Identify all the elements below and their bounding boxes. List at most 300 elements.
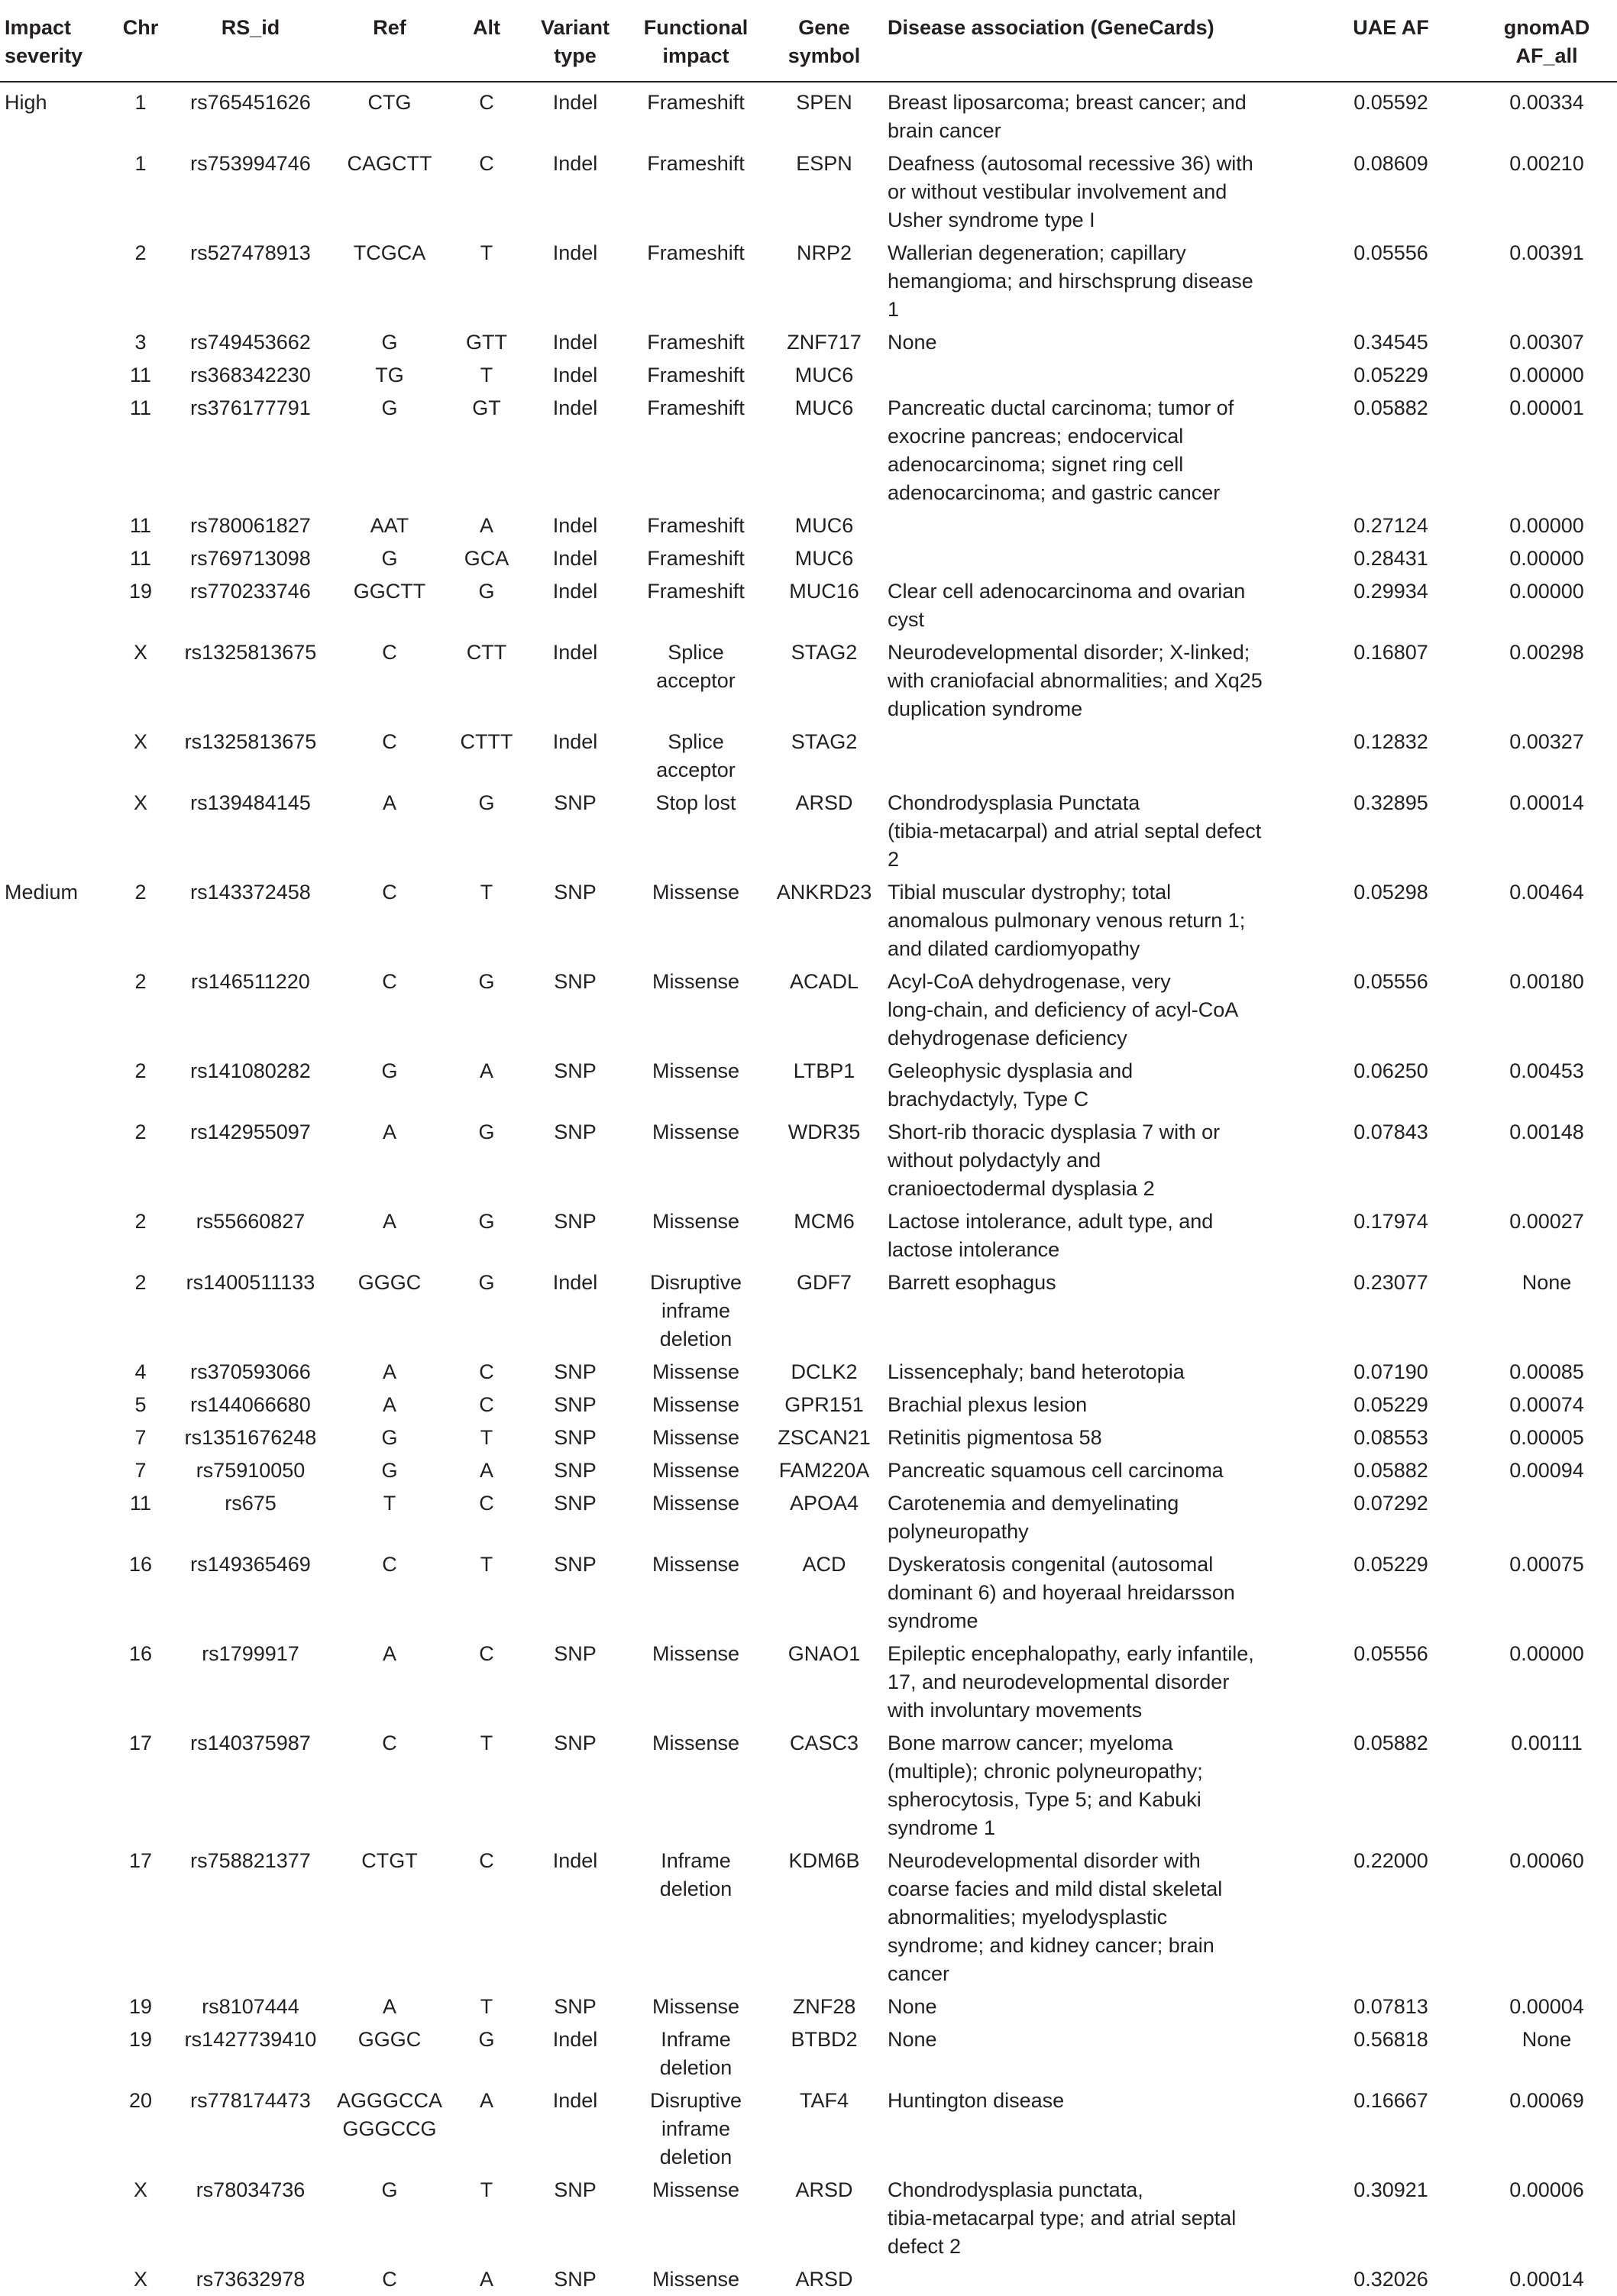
cell-ref: A: [382, 1642, 396, 1665]
cell-chr: X: [133, 791, 147, 814]
cell-disease-association: [881, 726, 1305, 787]
cell-alt: T: [480, 241, 493, 264]
cell-ref: C: [382, 730, 397, 753]
cell-variant-type: Indel: [552, 91, 598, 114]
cell-rs-id: rs1325813675: [184, 730, 317, 753]
cell-disease-association: Breast liposarcoma; breast cancer; and brain cancer: [888, 91, 1247, 142]
cell-disease-association: [881, 542, 1305, 575]
cell-disease-association: Wallerian degeneration; capillary hemangioma; and hirschsprung disease 1: [888, 241, 1253, 321]
cell-variant-type: Indel: [552, 241, 598, 264]
cell-rs-id: rs1325813675: [184, 641, 317, 664]
cell-alt: T: [480, 1553, 493, 1576]
cell-alt: A: [479, 2268, 493, 2291]
table-row: [0, 1116, 1617, 1205]
cell-uae-af: 0.06250: [1353, 1059, 1428, 1082]
cell-alt: A: [479, 514, 493, 537]
cell-impact-severity: [0, 147, 112, 237]
cell-impact-severity: [0, 1205, 112, 1266]
cell-functional-impact: Missense: [652, 1121, 740, 1143]
cell-rs-id: rs1400511133: [186, 1271, 315, 1294]
cell-impact-severity: [0, 359, 112, 392]
table-row: [0, 726, 1617, 787]
cell-impact-severity: [0, 2023, 112, 2084]
cell-disease-association: Dyskeratosis congenital (autosomal dominant 6) and hoyeraal hreidarsson syndrome: [888, 1553, 1235, 1632]
cell-impact-severity: [0, 1454, 112, 1487]
cell-disease-association: [881, 359, 1305, 392]
cell-functional-impact: Disruptive inframe deletion: [649, 2089, 742, 2168]
cell-impact-severity: [0, 237, 112, 326]
cell-rs-id: rs749453662: [190, 331, 311, 354]
cell-ref: G: [381, 396, 398, 419]
cell-disease-association: Chondrodysplasia punctata, tibia-metacarpal type; and atrial septal defect 2: [888, 2178, 1237, 2258]
cell-chr: 4: [134, 1360, 147, 1383]
cell-functional-impact: Missense: [652, 2268, 740, 2291]
cell-gene-symbol: TAF4: [799, 2089, 849, 2112]
cell-ref: C: [382, 641, 397, 664]
cell-chr: 1: [134, 91, 147, 114]
cell-variant-type: Indel: [552, 514, 598, 537]
cell-impact-severity: [0, 1727, 112, 1845]
cell-chr: 11: [129, 396, 152, 419]
table-row: [0, 1266, 1617, 1356]
cell-chr: 19: [128, 1995, 153, 2018]
cell-chr: 2: [134, 970, 147, 993]
cell-rs-id: rs753994746: [190, 152, 311, 175]
table-row: [0, 876, 1617, 965]
cell-chr: 17: [128, 1849, 153, 1872]
cell-functional-impact: Missense: [652, 1210, 740, 1233]
cell-rs-id: rs142955097: [190, 1121, 311, 1143]
cell-rs-id: rs527478913: [190, 241, 311, 264]
cell-disease-association: Epileptic encephalopathy, early infantile, 17, and neurodevelopmental disorder with involuntary movements: [888, 1642, 1254, 1722]
cell-impact-severity: [0, 1990, 112, 2023]
cell-impact-severity: [0, 575, 112, 636]
cell-uae-af: 0.05556: [1353, 970, 1428, 993]
cell-gene-symbol: GNAO1: [787, 1642, 861, 1665]
cell-variant-type: Indel: [552, 364, 598, 386]
cell-gnomad-af: 0.00069: [1509, 2089, 1584, 2112]
cell-disease-association: Short-rib thoracic dysplasia 7 with or without polydactyly and cranioectodermal dysplasia 2: [888, 1121, 1221, 1200]
cell-disease-association: Bone marrow cancer; myeloma (multiple); chronic polyneuropathy; spherocytosis, Type 5; and Kabuki syndrome 1: [888, 1732, 1203, 1839]
header-impact-severity: Impact severity: [0, 5, 112, 82]
cell-variant-type: Indel: [552, 396, 598, 419]
cell-functional-impact: Missense: [652, 1492, 740, 1515]
cell-alt: GCA: [464, 547, 509, 570]
cell-uae-af: 0.07843: [1353, 1121, 1428, 1143]
cell-variant-type: SNP: [554, 791, 597, 814]
cell-chr: 11: [129, 1492, 152, 1515]
cell-impact-severity: [0, 542, 112, 575]
cell-rs-id: rs1427739410: [184, 2028, 317, 2051]
cell-impact-severity: [0, 509, 112, 542]
cell-gnomad-af: 0.00307: [1509, 331, 1584, 354]
cell-disease-association: Clear cell adenocarcinoma and ovarian cyst: [888, 580, 1246, 631]
cell-impact-severity: [0, 787, 112, 876]
cell-gnomad-af: 0.00094: [1509, 1459, 1584, 1482]
cell-alt: A: [479, 2089, 493, 2112]
cell-uae-af: 0.05229: [1353, 1553, 1428, 1576]
cell-disease-association: Lissencephaly; band heterotopia: [888, 1360, 1185, 1383]
cell-gene-symbol: ZSCAN21: [778, 1426, 871, 1449]
cell-rs-id: rs770233746: [190, 580, 311, 603]
table-row: [0, 237, 1617, 326]
cell-gnomad-af: 0.00464: [1509, 881, 1584, 904]
cell-gnomad-af: 0.00148: [1509, 1121, 1584, 1143]
cell-alt: C: [479, 1642, 494, 1665]
cell-disease-association: Chondrodysplasia Punctata (tibia-metacarpal) and atrial septal defect 2: [888, 791, 1262, 871]
cell-alt: G: [478, 1121, 495, 1143]
table-row: [0, 392, 1617, 509]
cell-variant-type: Indel: [552, 2028, 598, 2051]
cell-uae-af: 0.12832: [1353, 730, 1428, 753]
cell-gene-symbol: MUC6: [794, 547, 854, 570]
cell-chr: 1: [134, 152, 147, 175]
table-row: [0, 1356, 1617, 1389]
table-row: [0, 359, 1617, 392]
cell-impact-severity: [0, 965, 112, 1055]
table-row: [0, 542, 1617, 575]
cell-uae-af: 0.08553: [1353, 1426, 1428, 1449]
cell-uae-af: 0.32026: [1353, 2268, 1428, 2291]
table-row: [0, 2023, 1617, 2084]
cell-ref: TG: [375, 364, 404, 386]
cell-chr: 7: [134, 1459, 147, 1482]
cell-rs-id: rs141080282: [190, 1059, 311, 1082]
cell-disease-association: Pancreatic ductal carcinoma; tumor of exocrine pancreas; endocervical adenocarcinoma; signet ring cell adenocarcinoma; and gastric cancer: [888, 396, 1234, 504]
cell-gene-symbol: ZNF717: [787, 331, 862, 354]
table-row: [0, 1727, 1617, 1845]
cell-rs-id: rs675: [225, 1492, 277, 1515]
cell-variant-type: Indel: [552, 730, 598, 753]
cell-variant-type: SNP: [554, 1995, 597, 2018]
cell-variant-type: SNP: [554, 1732, 597, 1754]
cell-ref: AGGGCCA GGGCCG: [336, 2089, 443, 2140]
cell-rs-id: rs1351676248: [184, 1426, 317, 1449]
cell-ref: T: [383, 1492, 396, 1515]
cell-gnomad-af: 0.00060: [1509, 1849, 1584, 1872]
cell-chr: 5: [134, 1393, 147, 1416]
cell-gene-symbol: GPR151: [784, 1393, 864, 1416]
header-functional-impact: Functional impact: [625, 5, 767, 82]
cell-alt: C: [479, 152, 494, 175]
cell-alt: G: [478, 580, 495, 603]
cell-variant-type: Indel: [552, 152, 598, 175]
cell-gene-symbol: NRP2: [796, 241, 852, 264]
cell-gnomad-af: 0.00391: [1509, 241, 1584, 264]
cell-ref: A: [382, 1995, 396, 2018]
cell-disease-association: [881, 509, 1305, 542]
table-row: [0, 965, 1617, 1055]
cell-gene-symbol: ARSD: [795, 791, 853, 814]
cell-alt: GT: [472, 396, 501, 419]
cell-chr: X: [133, 641, 147, 664]
cell-gnomad-af: 0.00014: [1509, 2268, 1584, 2291]
header-ref: Ref: [331, 5, 448, 82]
cell-impact-severity: [0, 636, 112, 726]
cell-functional-impact: Missense: [652, 1995, 740, 2018]
cell-gene-symbol: STAG2: [791, 730, 858, 753]
cell-gene-symbol: STAG2: [791, 641, 858, 664]
cell-uae-af: 0.07813: [1353, 1995, 1428, 2018]
cell-functional-impact: Frameshift: [647, 241, 745, 264]
cell-chr: X: [133, 2178, 147, 2201]
table-row: [0, 2084, 1617, 2174]
cell-chr: 20: [128, 2089, 153, 2112]
cell-gnomad-af: 0.00111: [1511, 1732, 1583, 1754]
cell-disease-association: [881, 2263, 1305, 2296]
table-body: [0, 82, 1617, 2296]
table-header: [0, 5, 1617, 82]
table-row: [0, 1055, 1617, 1116]
table-row: [0, 326, 1617, 359]
cell-gene-symbol: ESPN: [796, 152, 852, 175]
cell-chr: 11: [129, 514, 152, 537]
cell-gene-symbol: MUC16: [789, 580, 859, 603]
cell-functional-impact: Inframe deletion: [659, 1849, 733, 1900]
cell-gene-symbol: MUC6: [794, 514, 854, 537]
cell-alt: C: [479, 1492, 494, 1515]
table-row: [0, 575, 1617, 636]
cell-disease-association: Lactose intolerance, adult type, and lactose intolerance: [888, 1210, 1214, 1261]
cell-uae-af: 0.22000: [1353, 1849, 1428, 1872]
cell-gene-symbol: ACD: [802, 1553, 846, 1576]
cell-ref: GGCTT: [353, 580, 426, 603]
cell-impact-severity: [0, 1389, 112, 1421]
cell-functional-impact: Frameshift: [647, 514, 745, 537]
cell-ref: G: [381, 547, 398, 570]
cell-chr: 19: [128, 2028, 153, 2051]
table-row: [0, 2263, 1617, 2296]
header-alt: Alt: [448, 5, 526, 82]
table-row: [0, 1990, 1617, 2023]
cell-impact-severity: [0, 1548, 112, 1638]
cell-functional-impact: Frameshift: [647, 580, 745, 603]
cell-functional-impact: Frameshift: [647, 364, 745, 386]
cell-disease-association: Brachial plexus lesion: [888, 1393, 1088, 1416]
cell-uae-af: 0.27124: [1353, 514, 1428, 537]
cell-functional-impact: Inframe deletion: [659, 2028, 733, 2079]
cell-gnomad-af: 0.00180: [1509, 970, 1584, 993]
cell-ref: CAGCTT: [347, 152, 432, 175]
cell-alt: T: [480, 1995, 493, 2018]
cell-gnomad-af: 0.00000: [1509, 547, 1584, 570]
cell-ref: CTGT: [361, 1849, 418, 1872]
cell-ref: GGGC: [357, 1271, 422, 1294]
cell-functional-impact: Frameshift: [647, 396, 745, 419]
cell-impact-severity: [0, 1356, 112, 1389]
cell-chr: 19: [128, 580, 153, 603]
cell-variant-type: SNP: [554, 1642, 597, 1665]
cell-ref: A: [382, 1360, 396, 1383]
cell-gnomad-af: 0.00453: [1509, 1059, 1584, 1082]
cell-rs-id: rs765451626: [190, 91, 311, 114]
cell-disease-association: Deafness (autosomal recessive 36) with or without vestibular involvement and Usher syndrome type I: [888, 152, 1253, 231]
cell-gene-symbol: SPEN: [796, 91, 852, 114]
cell-uae-af: 0.28431: [1353, 547, 1428, 570]
cell-rs-id: rs75910050: [196, 1459, 306, 1482]
cell-ref: A: [382, 1393, 396, 1416]
cell-impact-severity: Medium: [5, 881, 79, 904]
cell-alt: C: [479, 1393, 494, 1416]
table-row: [0, 1487, 1617, 1548]
cell-disease-association: Acyl-CoA dehydrogenase, very long-chain, and deficiency of acyl-CoA dehydrogenase deficiency: [888, 970, 1239, 1049]
cell-alt: G: [478, 1271, 495, 1294]
cell-disease-association: Barrett esophagus: [888, 1271, 1056, 1294]
cell-gene-symbol: APOA4: [789, 1492, 859, 1515]
cell-uae-af: 0.05592: [1353, 91, 1428, 114]
cell-gene-symbol: FAM220A: [778, 1459, 870, 1482]
cell-gene-symbol: CASC3: [789, 1732, 859, 1754]
cell-rs-id: rs368342230: [190, 364, 311, 386]
cell-ref: A: [382, 1121, 396, 1143]
cell-variant-type: SNP: [554, 881, 597, 904]
cell-alt: C: [479, 1849, 494, 1872]
cell-rs-id: rs140375987: [190, 1732, 311, 1754]
cell-alt: T: [480, 1732, 493, 1754]
cell-rs-id: rs146511220: [191, 970, 310, 993]
cell-functional-impact: Missense: [652, 1642, 740, 1665]
cell-gnomad-af: 0.00085: [1509, 1360, 1584, 1383]
cell-chr: 11: [129, 547, 152, 570]
cell-chr: 7: [134, 1426, 147, 1449]
cell-chr: X: [133, 2268, 147, 2291]
cell-gene-symbol: KDM6B: [788, 1849, 860, 1872]
cell-alt: A: [479, 1059, 493, 1082]
cell-functional-impact: Frameshift: [647, 91, 745, 114]
cell-rs-id: rs1799917: [202, 1642, 299, 1665]
cell-chr: 2: [134, 1210, 147, 1233]
cell-gene-symbol: ZNF28: [792, 1995, 856, 2018]
cell-impact-severity: [0, 2084, 112, 2174]
variant-table: [0, 5, 1617, 2296]
table-row: [0, 787, 1617, 876]
table-row: [0, 1548, 1617, 1638]
cell-functional-impact: Missense: [652, 1459, 740, 1482]
table-row: [0, 1845, 1617, 1990]
cell-uae-af: 0.30921: [1353, 2178, 1428, 2201]
cell-functional-impact: Frameshift: [647, 152, 745, 175]
cell-ref: C: [382, 1732, 397, 1754]
cell-ref: CTG: [367, 91, 412, 114]
cell-rs-id: rs8107444: [202, 1995, 299, 2018]
cell-gene-symbol: GDF7: [796, 1271, 852, 1294]
cell-functional-impact: Splice acceptor: [656, 641, 736, 692]
header-gnomad-af: gnomAD AF_all: [1476, 5, 1617, 82]
cell-gnomad-af: [1476, 1487, 1617, 1548]
cell-impact-severity: [0, 726, 112, 787]
cell-alt: T: [480, 881, 493, 904]
cell-disease-association: Neurodevelopmental disorder with coarse facies and mild distal skeletal abnormalities; myelodysplastic syndrome; and kidney cancer; brain cancer: [888, 1849, 1223, 1985]
cell-chr: 3: [134, 331, 147, 354]
cell-gene-symbol: ACADL: [789, 970, 859, 993]
cell-alt: G: [478, 970, 495, 993]
cell-disease-association: Retinitis pigmentosa 58: [888, 1426, 1102, 1449]
cell-gnomad-af: 0.00298: [1509, 641, 1584, 664]
cell-rs-id: rs55660827: [196, 1210, 306, 1233]
cell-rs-id: rs139484145: [190, 791, 311, 814]
cell-disease-association: Neurodevelopmental disorder; X-linked; with craniofacial abnormalities; and Xq25 duplication syndrome: [888, 641, 1263, 720]
cell-gnomad-af: 0.00000: [1509, 514, 1584, 537]
cell-disease-association: None: [888, 1995, 937, 2018]
cell-gnomad-af: 0.00014: [1509, 791, 1584, 814]
cell-gnomad-af: 0.00000: [1509, 364, 1584, 386]
cell-variant-type: SNP: [554, 970, 597, 993]
cell-disease-association: Tibial muscular dystrophy; total anomalous pulmonary venous return 1; and dilated cardiomyopathy: [888, 881, 1246, 960]
cell-uae-af: 0.05556: [1353, 1642, 1428, 1665]
cell-uae-af: 0.07292: [1353, 1492, 1428, 1515]
cell-impact-severity: High: [5, 91, 47, 114]
cell-uae-af: 0.05556: [1353, 241, 1428, 264]
cell-variant-type: SNP: [554, 1360, 597, 1383]
cell-impact-severity: [0, 1638, 112, 1727]
cell-chr: 2: [134, 1121, 147, 1143]
cell-variant-type: SNP: [554, 1426, 597, 1449]
cell-functional-impact: Missense: [652, 1732, 740, 1754]
cell-alt: GTT: [466, 331, 507, 354]
cell-uae-af: 0.05229: [1353, 364, 1428, 386]
cell-uae-af: 0.07190: [1353, 1360, 1428, 1383]
cell-impact-severity: [0, 1487, 112, 1548]
cell-gene-symbol: MUC6: [794, 396, 854, 419]
cell-impact-severity: [0, 2263, 112, 2296]
cell-gene-symbol: MCM6: [794, 1210, 855, 1233]
cell-rs-id: rs78034736: [196, 2178, 306, 2201]
cell-variant-type: SNP: [554, 1121, 597, 1143]
cell-functional-impact: Missense: [652, 1393, 740, 1416]
cell-ref: C: [382, 2268, 397, 2291]
cell-uae-af: 0.29934: [1353, 580, 1428, 603]
table-row: [0, 1389, 1617, 1421]
cell-variant-type: SNP: [554, 2178, 597, 2201]
cell-gnomad-af: 0.00000: [1509, 1642, 1584, 1665]
table-row: [0, 1638, 1617, 1727]
cell-chr: 17: [128, 1732, 153, 1754]
cell-functional-impact: Frameshift: [647, 331, 745, 354]
cell-ref: G: [381, 331, 398, 354]
cell-variant-type: Indel: [552, 1271, 598, 1294]
cell-chr: X: [133, 730, 147, 753]
cell-ref: G: [381, 1059, 398, 1082]
cell-chr: 16: [128, 1642, 153, 1665]
header-disease-association: Disease association (GeneCards): [881, 5, 1305, 82]
cell-impact-severity: [0, 1845, 112, 1990]
cell-variant-type: SNP: [554, 2268, 597, 2291]
cell-ref: GGGC: [357, 2028, 422, 2051]
table-row: [0, 509, 1617, 542]
header-uae-af: UAE AF: [1305, 5, 1476, 82]
cell-disease-association: Geleophysic dysplasia and brachydactyly, Type C: [888, 1059, 1134, 1111]
table-row: [0, 1421, 1617, 1454]
cell-ref: C: [382, 970, 397, 993]
cell-rs-id: rs778174473: [190, 2089, 311, 2112]
cell-gnomad-af: 0.00001: [1509, 396, 1584, 419]
cell-ref: AAT: [370, 514, 409, 537]
cell-impact-severity: [0, 2174, 112, 2263]
cell-gene-symbol: ANKRD23: [776, 881, 872, 904]
cell-gnomad-af: 0.00334: [1509, 91, 1584, 114]
cell-rs-id: rs149365469: [190, 1553, 311, 1576]
cell-gene-symbol: DCLK2: [791, 1360, 858, 1383]
cell-ref: G: [381, 1426, 398, 1449]
cell-rs-id: rs780061827: [190, 514, 311, 537]
cell-gnomad-af: 0.00000: [1509, 580, 1584, 603]
cell-impact-severity: [0, 1116, 112, 1205]
header-chr: Chr: [112, 5, 170, 82]
cell-alt: A: [479, 1459, 493, 1482]
cell-gene-symbol: WDR35: [787, 1121, 861, 1143]
cell-alt: G: [478, 2028, 495, 2051]
cell-rs-id: rs758821377: [190, 1849, 311, 1872]
